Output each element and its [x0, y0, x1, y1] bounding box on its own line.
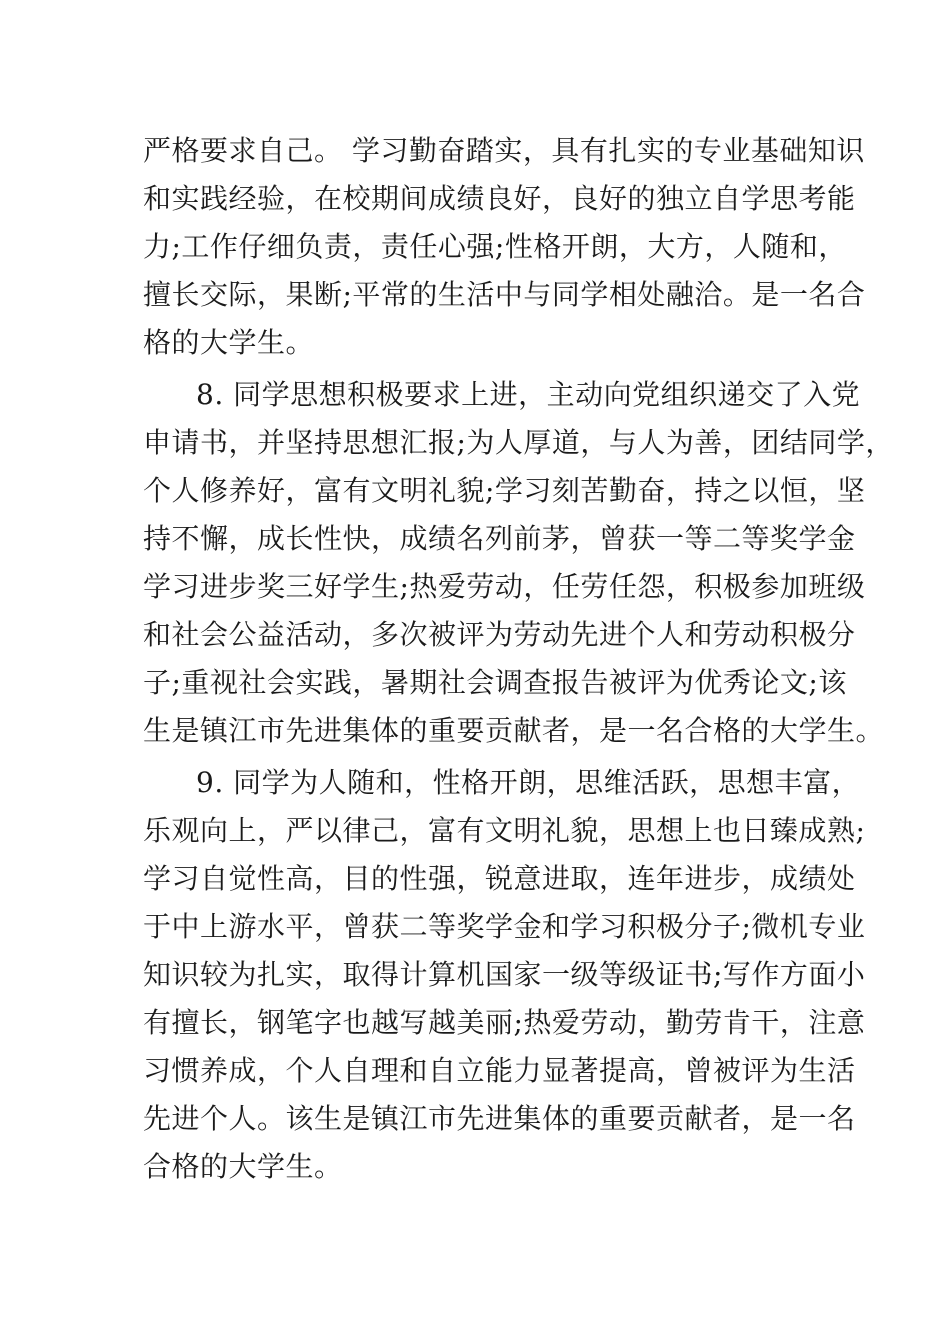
text-line: 先进个人。该生是镇江市先进集体的重要贡献者，是一名 — [143, 1102, 856, 1135]
text-line: 学习自觉性高，目的性强，锐意进取，连年进步，成绩处 — [143, 862, 856, 895]
text-line: 学习进步奖三好学生;热爱劳动，任劳任怨，积极参加班级 — [143, 570, 866, 603]
paragraph-9-first-line: 9. 同学为人随和，性格开朗，思维活跃，思想丰富， — [196, 766, 861, 799]
text-line: 擅长交际，果断;平常的生活中与同学相处融洽。是一名合 — [143, 278, 866, 311]
text-line: 于中上游水平，曾获二等奖学金和学习积极分子;微机专业 — [143, 910, 866, 943]
text-line: 习惯养成，个人自理和自立能力显著提高，曾被评为生活 — [143, 1054, 856, 1087]
text-line: 和实践经验，在校期间成绩良好，良好的独立自学思考能 — [143, 182, 856, 215]
text-line: 力;工作仔细负责，责任心强;性格开朗，大方，人随和， — [143, 230, 847, 263]
text-line: 申请书，并坚持思想汇报;为人厚道，与人为善，团结同学， — [143, 426, 894, 459]
text-line: 乐观向上，严以律己，富有文明礼貌，思想上也日臻成熟; — [143, 814, 866, 847]
paragraph-8-first-line: 8. 同学思想积极要求上进，主动向党组织递交了入党 — [196, 378, 861, 411]
text-line: 格的大学生。 — [143, 326, 315, 359]
text-line: 生是镇江市先进集体的重要贡献者，是一名合格的大学生。 — [143, 714, 885, 747]
text-line: 持不懈，成长性快，成绩名列前茅，曾获一等二等奖学金 — [143, 522, 856, 555]
text-line: 合格的大学生。 — [143, 1150, 343, 1183]
text-line: 和社会公益活动，多次被评为劳动先进个人和劳动积极分 — [143, 618, 856, 651]
text-line: 子;重视社会实践，暑期社会调查报告被评为优秀论文;该 — [143, 666, 847, 699]
text-line: 知识较为扎实，取得计算机国家一级等级证书;写作方面小 — [143, 958, 866, 991]
text-line: 严格要求自己。 学习勤奋踏实，具有扎实的专业基础知识 — [143, 134, 865, 167]
text-line: 个人修养好，富有文明礼貌;学习刻苦勤奋，持之以恒，坚 — [143, 474, 866, 507]
text-line: 有擅长，钢笔字也越写越美丽;热爱劳动，勤劳肯干，注意 — [143, 1006, 866, 1039]
